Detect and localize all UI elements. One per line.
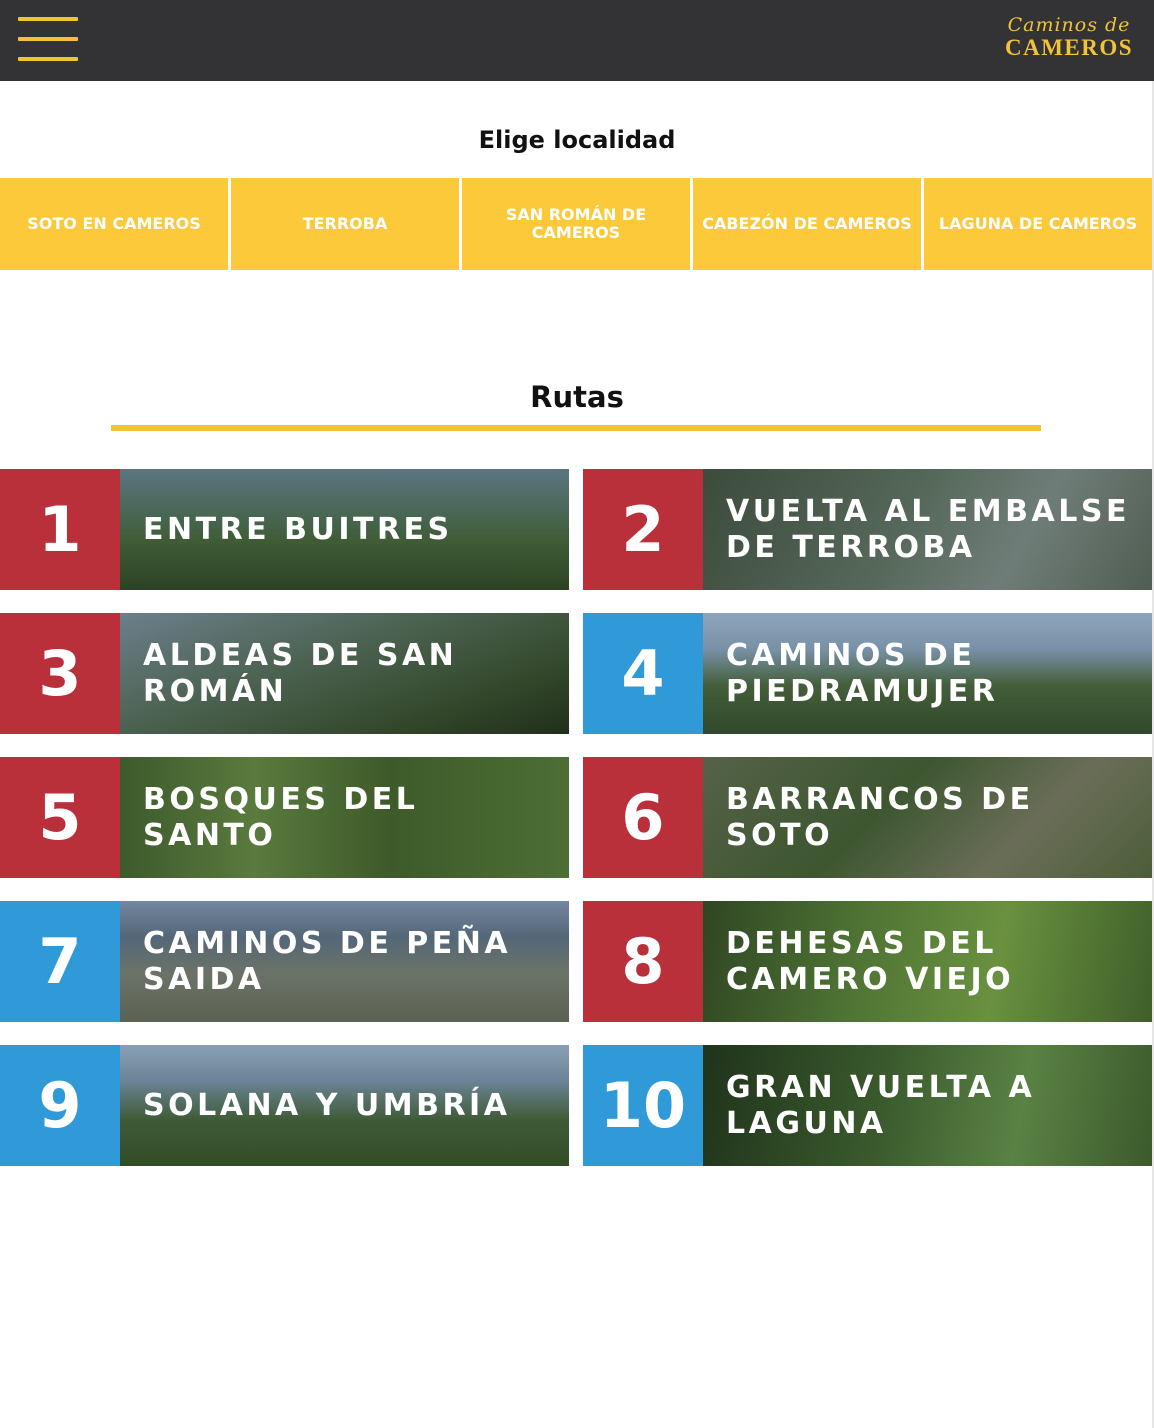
route-card-5[interactable]: [0, 757, 569, 878]
logo-brand-text: CAMEROS: [1004, 35, 1134, 60]
route-title: ENTRE BUITRES: [120, 469, 569, 590]
localidad-button-san-roman[interactable]: SAN ROMÁN DE CAMEROS: [462, 178, 693, 270]
rutas-heading: Rutas: [530, 380, 624, 414]
route-card-8[interactable]: [583, 901, 1152, 1022]
route-title: ALDEAS DE SAN ROMÁN: [120, 613, 569, 734]
localidad-button-cabezon[interactable]: CABEZÓN DE CAMEROS: [693, 178, 924, 270]
hamburger-menu-icon[interactable]: [18, 17, 78, 63]
menu-line: [18, 57, 78, 61]
route-card-6[interactable]: [583, 757, 1152, 878]
route-title: BOSQUES DEL SANTO: [120, 757, 569, 878]
route-number: 9: [0, 1045, 120, 1166]
menu-line: [18, 17, 78, 21]
route-title: VUELTA AL EMBALSE DE TERROBA: [703, 469, 1152, 590]
route-number: 8: [583, 901, 703, 1022]
route-number: 10: [583, 1045, 703, 1166]
localidad-heading: Elige localidad: [478, 126, 676, 154]
site-logo[interactable]: [1004, 14, 1134, 60]
route-card-3[interactable]: [0, 613, 569, 734]
route-card-2[interactable]: [583, 469, 1152, 590]
route-card-7[interactable]: [0, 901, 569, 1022]
rutas-underline: [111, 425, 1041, 431]
route-title: SOLANA Y UMBRÍA: [120, 1045, 569, 1166]
route-number: 6: [583, 757, 703, 878]
route-title: DEHESAS DEL CAMERO VIEJO: [703, 901, 1152, 1022]
route-number: 7: [0, 901, 120, 1022]
route-card-1[interactable]: [0, 469, 569, 590]
route-title: BARRANCOS DE SOTO: [703, 757, 1152, 878]
logo-script-text: Caminos de: [1007, 14, 1131, 36]
route-number: 4: [583, 613, 703, 734]
route-number: 2: [583, 469, 703, 590]
menu-line: [18, 37, 78, 41]
top-bar: [0, 0, 1154, 81]
route-number: 3: [0, 613, 120, 734]
route-title: GRAN VUELTA A LAGUNA: [703, 1045, 1152, 1166]
localidad-button-laguna[interactable]: LAGUNA DE CAMEROS: [924, 178, 1152, 270]
route-card-9[interactable]: [0, 1045, 569, 1166]
route-number: 1: [0, 469, 120, 590]
route-card-10[interactable]: [583, 1045, 1152, 1166]
route-title: CAMINOS DE PEÑA SAIDA: [120, 901, 569, 1022]
localidad-selector: [0, 178, 1152, 270]
route-number: 5: [0, 757, 120, 878]
route-title: CAMINOS DE PIEDRAMUJER: [703, 613, 1152, 734]
route-card-4[interactable]: [583, 613, 1152, 734]
localidad-button-soto[interactable]: SOTO EN CAMEROS: [0, 178, 231, 270]
localidad-button-terroba[interactable]: TERROBA: [231, 178, 462, 270]
